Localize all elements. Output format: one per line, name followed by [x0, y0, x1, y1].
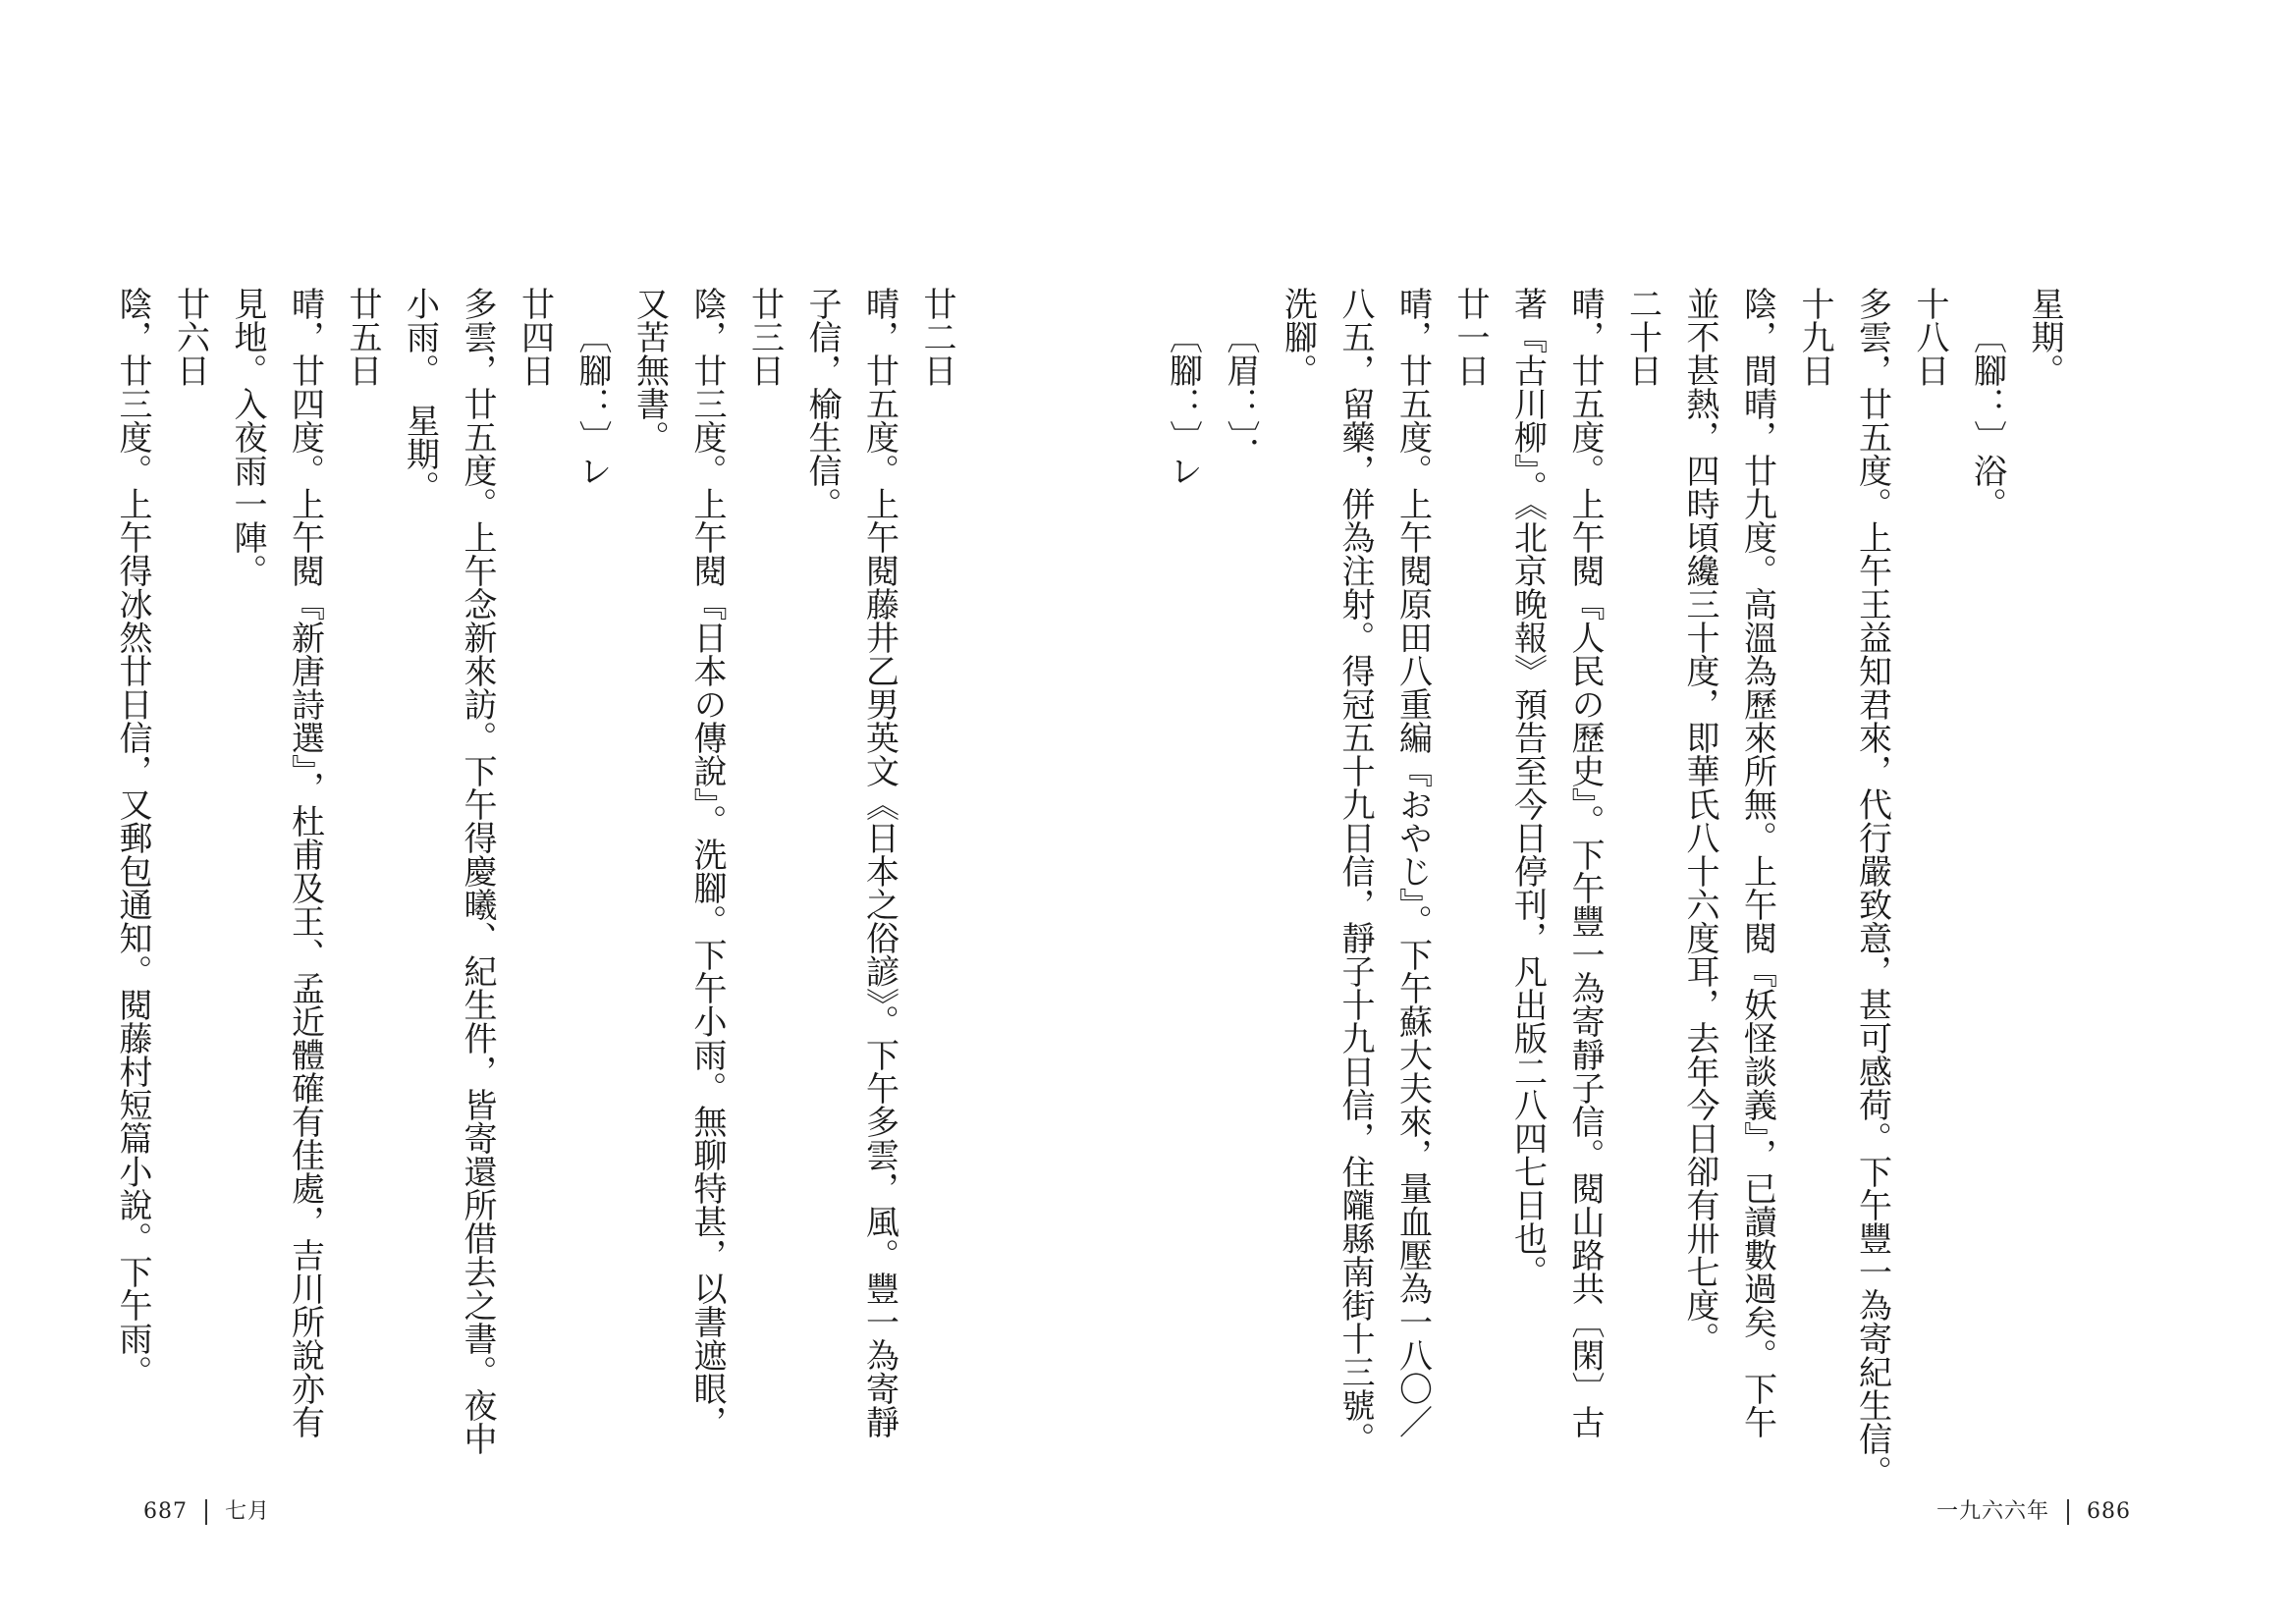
text-line: 晴，廿五度。上午閱原田八重編『おやじ』。下午蘇大夫來，量血壓為一八〇／ [1392, 287, 1433, 1438]
text-line: 八五，留藥，併為注射。得冠五十九日信，靜子十九日信，住隴縣南街十三號。 [1335, 287, 1375, 1455]
right-page-text [1154, 287, 2073, 1489]
text-line: 又苦無書。 [629, 287, 670, 454]
text-line: 小雨。 星期。 [400, 287, 440, 504]
date-heading: 廿三日 [744, 287, 785, 387]
left-page-text [104, 287, 966, 1455]
page-number: 687 [143, 1499, 188, 1524]
text-line: 子信，榆生信。 [802, 287, 842, 520]
text-line: 〔腳：〕レ [572, 320, 612, 487]
text-line: 晴，廿四度。上午閱『新唐詩選』，杜甫及王、孟近體確有佳處，吉川所說亦有 [285, 287, 325, 1438]
date-heading: 二十日 [1622, 287, 1662, 387]
text-line: 陰，間晴，廿九度。高溫為歷來所無。上午閱『妖怪談義』，已讀數過矣。下午 [1737, 287, 1777, 1438]
left-page [0, 0, 1144, 1624]
date-heading: 十八日 [1910, 287, 1949, 387]
date-heading: 廿六日 [170, 287, 210, 387]
text-line: 陰，廿三度。上午閱『日本の傳說』。洗腳。下午小雨。無聊特甚，以書遮眼， [687, 287, 727, 1438]
folio-year: 一九六六年 [1936, 1499, 2050, 1524]
right-page [1145, 0, 2289, 1624]
date-heading: 廿一日 [1450, 287, 1490, 387]
folio-separator [2067, 1499, 2069, 1525]
text-line: 並不甚熱，四時頃纔三十度，即華氏八十六度耳，去年今日卻有卅七度。 [1680, 287, 1719, 1355]
text-line: 〔腳：〕浴。 [1967, 320, 2007, 520]
date-heading: 十九日 [1795, 287, 1834, 387]
folio-separator [205, 1499, 207, 1525]
date-heading: 廿二日 [917, 287, 956, 387]
left-folio [143, 1494, 270, 1525]
text-line: 晴，廿五度。上午閱『人民の歷史』。下午豐一為寄靜子信。閱山路共〔閑〕古 [1565, 287, 1605, 1438]
text-line: 星期。 [2025, 287, 2064, 387]
date-heading: 廿四日 [515, 287, 555, 387]
text-line: 著『古川柳』。《北京晚報》預告至今日停刊，凡出版二八四七日也。 [1507, 287, 1548, 1288]
text-line: 〔腳：〕レ [1163, 320, 1203, 487]
text-line: 見地。入夜雨一陣。 [228, 287, 267, 587]
text-line: 多雲，廿五度。上午念新來訪。下午得慶曦、紀生件，皆寄還所借去之書。夜中 [458, 287, 497, 1455]
text-line: 〔眉：〕． [1221, 320, 1260, 470]
date-heading: 廿五日 [343, 287, 382, 387]
text-line: 多雲，廿五度。上午王益知君來，代行嚴致意，甚可感荷。下午豐一為寄紀生信。 [1852, 287, 1892, 1489]
right-folio [1936, 1494, 2131, 1525]
page-number: 686 [2087, 1499, 2132, 1524]
text-line: 洗腳。 [1278, 287, 1318, 387]
text-line: 晴，廿五度。上午閱藤井乙男英文《日本之俗諺》。下午多雲，風。豐一為寄靜 [859, 287, 899, 1438]
text-line: 陰，廿三度。上午得冰然廿日信，又郵包通知。閱藤村短篇小說。下午雨。 [113, 287, 152, 1388]
folio-month: 七月 [225, 1499, 271, 1524]
